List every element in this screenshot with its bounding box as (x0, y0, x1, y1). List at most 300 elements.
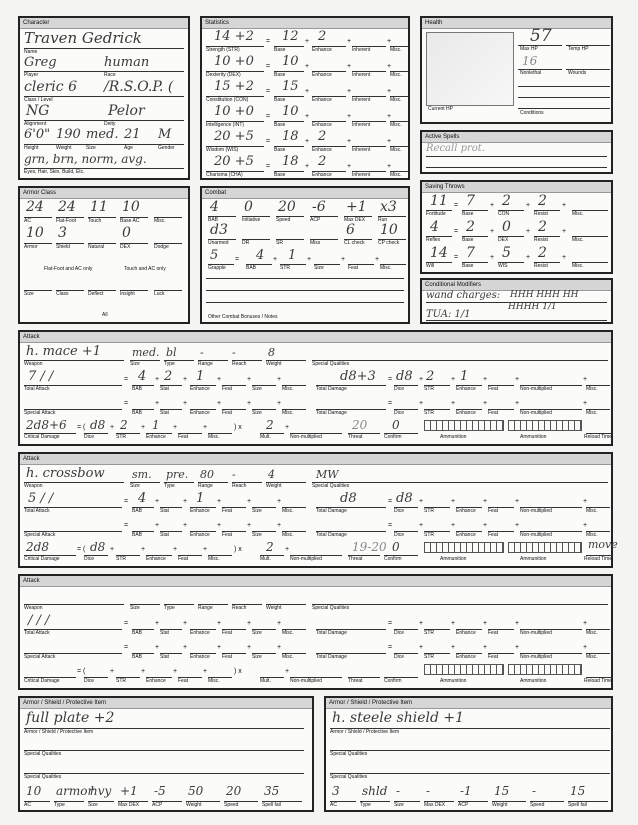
combat-secondary-label: DR (242, 240, 250, 246)
weapon-weight-value[interactable]: 4 (268, 468, 275, 481)
operator-symbol: + (277, 376, 282, 383)
armor-stat-value[interactable]: - (396, 784, 401, 798)
ac-component-value[interactable]: 10 (26, 225, 44, 241)
operator-symbol: + (247, 620, 252, 627)
gender-value[interactable]: M (158, 127, 172, 142)
stat-enhance-value[interactable]: 2 (318, 29, 327, 44)
operator-symbol: = (388, 620, 393, 627)
class-level-value[interactable]: cleric 6 (24, 79, 77, 95)
attack-field-label: Size (252, 410, 262, 416)
ac-label: Base AC (120, 218, 140, 224)
armor-item-name[interactable]: h. steele shield +1 (332, 710, 465, 726)
rule-line (330, 750, 610, 751)
operator-symbol: + (451, 620, 456, 627)
armor-stat-value[interactable]: -1 (460, 784, 472, 798)
stat-base-value[interactable]: 15 (282, 79, 299, 94)
operator-symbol: + (217, 522, 222, 529)
critical-damage-value[interactable]: 2d8 (26, 540, 49, 554)
attack-field-label: Misc. (586, 654, 598, 660)
operator-symbol: + (483, 498, 488, 505)
wand-charges-label[interactable]: wand charges: (426, 290, 501, 301)
operator-symbol: + (526, 254, 531, 261)
stat-col-label: Inherent (352, 97, 371, 103)
operator-symbol: + (562, 228, 567, 235)
stat-col-label: Base (274, 97, 286, 103)
attack-field-label: Enhance (146, 434, 166, 440)
attack-field-label: Enhance (190, 630, 210, 636)
attack-field-label: Special Qualities (312, 605, 350, 611)
ammunition-tracker[interactable] (424, 420, 504, 431)
damage-dice-value[interactable]: d8 (396, 491, 413, 506)
attack-field-label: STR (424, 654, 434, 660)
attack-field-label: Non-multiplied (520, 630, 552, 636)
attack-field-label: Misc. (208, 434, 220, 440)
critical-damage-value[interactable]: 2d8+6 (26, 418, 67, 432)
armor-stat-value[interactable]: 15 (570, 784, 586, 798)
operator-symbol: + (451, 522, 456, 529)
operator-symbol: = (124, 620, 129, 627)
operator-symbol: + (247, 400, 252, 407)
ac-modifier-label: Size (24, 291, 34, 297)
wand-charges-tally-2[interactable]: HHHH 1/1 (508, 302, 557, 312)
operator-symbol: + (141, 668, 146, 675)
weight-value[interactable]: 190 (56, 127, 81, 142)
operator-symbol: + (203, 668, 208, 675)
save-base-value[interactable]: 2 (466, 219, 475, 235)
attack-field-label: Feat (222, 654, 233, 660)
armor-stat-value[interactable]: 3 (332, 784, 340, 798)
combat-secondary-value[interactable]: 6 (346, 222, 355, 238)
deity-value[interactable]: Pelor (108, 103, 145, 119)
armor-stat-value[interactable]: +1 (120, 784, 138, 798)
operator-symbol: + (305, 163, 310, 170)
attack-field-label: Mult. (260, 556, 271, 562)
stat-score-value[interactable]: 14 +2 (214, 29, 254, 44)
stat-base-value[interactable]: 18 (282, 154, 299, 169)
save-resist-value[interactable]: 2 (538, 219, 547, 235)
health-portrait-area (426, 32, 514, 106)
operator-symbol: + (562, 254, 567, 261)
ac-value[interactable]: 11 (90, 199, 108, 215)
reload-label: Reload Time (584, 434, 613, 440)
weapon-name-value[interactable]: h. crossbow (26, 466, 105, 481)
operator-symbol: + (583, 498, 588, 505)
crit-mult-value[interactable]: 2 (266, 418, 274, 432)
statistics-section (200, 16, 410, 180)
stat-score-value[interactable]: 10 +0 (214, 54, 254, 69)
operator-symbol: + (203, 546, 208, 553)
armor-stat-value[interactable]: 20 (226, 784, 242, 798)
touch-note: Touch and AC only (124, 266, 166, 272)
armor-stat-label: ACP (458, 802, 469, 808)
attack-field-label: Feat (488, 630, 499, 636)
wounds-label: Wounds (568, 70, 587, 76)
crit-confirm-value[interactable]: 0 (392, 418, 400, 432)
save-resist-value[interactable]: 2 (538, 245, 547, 261)
weapon-reach-value[interactable]: - (232, 346, 236, 359)
attack-field-label: Total Attack (24, 386, 50, 392)
armor-item-label: Armor / Shield / Protective Item (330, 729, 400, 735)
stat-col-label: Enhance (312, 147, 332, 153)
attack-field-label: Stat (160, 654, 169, 660)
temp-hp-label: Temp HP (568, 46, 589, 52)
ammunition-tracker[interactable] (424, 542, 504, 553)
combat-value[interactable]: -6 (312, 199, 326, 215)
operator-symbol: = ( (77, 668, 86, 675)
armor-stat-value[interactable]: - (426, 784, 431, 798)
age-value[interactable]: 21 (124, 127, 141, 142)
attack-field-label: Non-multiplied (520, 410, 552, 416)
attack-field-label: Critical Damage (24, 556, 60, 562)
attack-enhance-value[interactable]: 1 (196, 369, 205, 384)
active-spell-value[interactable]: Recall prot. (426, 143, 485, 154)
armor-item-header: Armor / Shield / Protective Item (20, 698, 312, 709)
operator-symbol: + (387, 163, 392, 170)
attack-field-label: Stat (160, 630, 169, 636)
save-stat-value[interactable]: 2 (502, 193, 511, 209)
combat-value[interactable]: +1 (346, 199, 367, 215)
operator-symbol: + (583, 376, 588, 383)
total-attack-value[interactable]: 7 / / (28, 369, 54, 384)
height-value[interactable]: 6'0" (24, 127, 51, 142)
weight-label: Weight (56, 145, 72, 151)
stat-col-label: Base (274, 47, 286, 53)
operator-symbol: + (387, 88, 392, 95)
operator-symbol: = (454, 254, 459, 261)
attack-field-label: Type (164, 483, 175, 489)
total-damage-value[interactable]: d8+3 (340, 369, 376, 384)
attack-field-label: Dice (394, 532, 405, 538)
operator-symbol: + (217, 498, 222, 505)
operator-symbol: + (526, 202, 531, 209)
active-spells-header: Active Spells (422, 132, 611, 143)
save-label: Will (426, 263, 435, 269)
combat-value[interactable]: 20 (278, 199, 296, 215)
ammunition-tracker[interactable] (508, 664, 582, 675)
weapon-range-value[interactable]: 80 (200, 468, 214, 481)
stat-enhance-value[interactable]: 2 (318, 129, 327, 144)
stat-score-value[interactable]: 20 +5 (214, 129, 254, 144)
attack-enhance-value[interactable]: 1 (196, 491, 205, 506)
attack-field-label: Dice (394, 410, 405, 416)
weapon-weight-value[interactable]: 8 (268, 346, 275, 359)
operator-symbol: + (483, 620, 488, 627)
wand-charges-tally[interactable]: HHH HHH HH (510, 290, 579, 300)
stat-enhance-value[interactable]: 2 (318, 154, 327, 169)
ammunition-tracker[interactable] (508, 542, 582, 553)
total-attack-value[interactable]: / / / (28, 613, 50, 628)
attack-field-label: Feat (488, 508, 499, 514)
weapon-reach-value[interactable]: - (232, 468, 236, 481)
race-value[interactable]: human (104, 55, 150, 70)
save-total-value[interactable]: 11 (430, 193, 448, 209)
operator-symbol: + (285, 546, 290, 553)
combat-value[interactable]: 0 (244, 199, 253, 215)
operator-symbol: + (483, 400, 488, 407)
damage-dice-value[interactable]: d8 (396, 369, 413, 384)
attack-field-label: Enhance (190, 386, 210, 392)
combat-secondary-value[interactable]: d3 (210, 222, 228, 238)
eyes-hair-label: Eyes, Hair, Skin, Build, Etc. (24, 169, 85, 175)
operator-symbol: + (419, 498, 424, 505)
attack-field-label: Special Qualities (312, 361, 350, 367)
stat-base-value[interactable]: 10 (282, 104, 299, 119)
operator-symbol: + (277, 644, 282, 651)
ac-component-value[interactable]: 3 (58, 225, 67, 241)
armor-special-label: Special Qualities (330, 751, 368, 757)
operator-symbol: = (388, 644, 393, 651)
attack-field-label: BAB (132, 532, 143, 538)
active-spells-section (420, 130, 613, 174)
save-total-value[interactable]: 4 (430, 219, 439, 235)
armor-stat-value[interactable]: 50 (188, 784, 204, 798)
stat-label: Constitution (CON) (206, 97, 249, 103)
stat-base-value[interactable]: 18 (282, 129, 299, 144)
armor-stat-label: Type (54, 802, 65, 808)
armor-stat-value[interactable]: 35 (264, 784, 280, 798)
weapon-special-value[interactable]: MW (316, 468, 339, 481)
operator-symbol: ) x (234, 424, 242, 431)
operator-symbol: + (387, 63, 392, 70)
ammunition-label: Ammunition (520, 434, 547, 440)
crit-dice-value[interactable]: d8 (90, 540, 106, 554)
operator-symbol: = (266, 163, 271, 170)
crit-confirm-value[interactable]: 0 (392, 540, 400, 554)
ac-label: Touch (88, 218, 102, 224)
crit-str-value[interactable]: 2 (120, 418, 128, 432)
armor-stat-label: Spell fail (262, 802, 281, 808)
operator-symbol: = (454, 228, 459, 235)
attack-bab-value[interactable]: 4 (138, 491, 147, 506)
ac-component-label: Dodge (154, 244, 169, 250)
grapple-str-value[interactable]: 1 (288, 248, 297, 263)
operator-symbol: + (562, 202, 567, 209)
operator-symbol: + (451, 498, 456, 505)
attack-bab-value[interactable]: 4 (138, 369, 147, 384)
ac-modifier-label: Deflect (88, 291, 104, 297)
attack-field-label: Size (252, 654, 262, 660)
stat-col-label: Misc. (390, 72, 402, 78)
stat-base-value[interactable]: 12 (282, 29, 299, 44)
flat-foot-note: Flat-Foot and AC only (44, 266, 93, 272)
operator-symbol: + (183, 376, 188, 383)
operator-symbol: + (110, 546, 115, 553)
ac-value[interactable]: 10 (122, 199, 140, 215)
ac-modifier-label: Class (56, 291, 69, 297)
rule-line (312, 360, 608, 361)
crit-threat-value[interactable]: 19-20 (352, 540, 387, 554)
stat-col-label: Enhance (312, 97, 332, 103)
operator-symbol: + (515, 498, 520, 505)
total-damage-value[interactable]: d8 (340, 491, 357, 506)
stat-label: Intelligence (INT) (206, 122, 245, 128)
operator-symbol: + (419, 376, 424, 383)
stat-base-value[interactable]: 10 (282, 54, 299, 69)
attack-field-label: Special Attack (24, 410, 56, 416)
save-misc-label: Misc. (572, 237, 584, 243)
operator-symbol: + (203, 424, 208, 431)
combat-value[interactable]: 4 (210, 199, 219, 215)
operator-symbol: + (515, 376, 520, 383)
save-stat-value[interactable]: 5 (502, 245, 511, 261)
ac-component-value[interactable]: 0 (122, 225, 131, 241)
operator-symbol: + (583, 620, 588, 627)
attack-field-label: Enhance (456, 630, 476, 636)
attack-field-label: Range (198, 605, 213, 611)
stat-label: Dexterity (DEX) (206, 72, 241, 78)
combat-secondary-label: CL check (344, 240, 365, 246)
crit-threat-value[interactable]: 20 (352, 418, 368, 432)
operator-symbol: = ( (77, 424, 86, 431)
grapple-col-label: Grapple (208, 265, 226, 271)
nonlethal-value[interactable]: 16 (522, 54, 538, 68)
attack-field-label: Weight (266, 483, 282, 489)
armor-stat-value[interactable]: 15 (494, 784, 510, 798)
attack-field-label: Enhance (456, 532, 476, 538)
eyes-hair-value[interactable]: grn, brn, norm, avg. (24, 152, 147, 166)
combat-value[interactable]: x3 (380, 199, 397, 215)
max-hp-value[interactable]: 57 (530, 26, 552, 46)
size-value[interactable]: med. (86, 127, 119, 142)
attack-section (18, 330, 613, 446)
armor-stat-value[interactable]: armor (56, 784, 94, 798)
player-value[interactable]: Greg (24, 55, 57, 70)
armor-stat-value[interactable]: 10 (26, 784, 42, 798)
save-base-value[interactable]: 7 (466, 245, 475, 261)
attack-field-label: BAB (132, 630, 143, 636)
attack-field-label: Feat (222, 508, 233, 514)
alignment-value[interactable]: NG (26, 103, 50, 119)
weapon-range-value[interactable]: - (200, 346, 204, 359)
attack-field-label: BAB (132, 386, 143, 392)
save-base-value[interactable]: 7 (466, 193, 475, 209)
ac-value[interactable]: 24 (58, 199, 76, 215)
combat-label: BAB (208, 217, 219, 223)
operator-symbol: + (217, 620, 222, 627)
tua-value[interactable]: TUA: 1/1 (426, 309, 471, 320)
operator-symbol: ) x (234, 668, 242, 675)
armor-stat-label: Max DEX (424, 802, 446, 808)
operator-symbol: + (305, 38, 310, 45)
weapon-name-value[interactable]: h. mace +1 (26, 344, 101, 359)
damage-str-value[interactable]: 2 (426, 369, 435, 384)
operator-symbol: + (451, 376, 456, 383)
attack-field-label: Enhance (190, 508, 210, 514)
save-stat-value[interactable]: 0 (502, 219, 511, 235)
armor-stat-value[interactable]: -5 (154, 784, 166, 798)
ac-component-label: Armor (24, 244, 38, 250)
operator-symbol: + (515, 400, 520, 407)
health-header: Health (422, 18, 611, 29)
stat-score-value[interactable]: 20 +5 (214, 154, 254, 169)
attack-field-label: Total Damage (316, 386, 347, 392)
name-value[interactable]: Traven Gedrick (24, 29, 142, 47)
total-attack-value[interactable]: 5 / / (28, 491, 54, 506)
ammunition-label: Ammunition (520, 556, 547, 562)
ammunition-tracker[interactable] (424, 664, 504, 675)
operator-symbol: + (387, 113, 392, 120)
class-level-label: Class / Level (24, 97, 53, 103)
attack-field-label: Feat (222, 532, 233, 538)
operator-symbol: + (173, 668, 178, 675)
armor-stat-value[interactable]: shld (362, 784, 388, 798)
operator-symbol: = (266, 113, 271, 120)
attack-field-label: Enhance (456, 654, 476, 660)
combat-label: Speed (276, 217, 291, 223)
operator-symbol: = (124, 522, 129, 529)
stat-col-label: Enhance (312, 47, 332, 53)
crit-enhance-value[interactable]: 1 (152, 418, 160, 432)
stat-score-value[interactable]: 10 +0 (214, 104, 254, 119)
operator-symbol: + (483, 376, 488, 383)
weapon-type-value[interactable]: bl (166, 346, 177, 359)
weapon-size-value[interactable]: sm. (132, 468, 152, 481)
rule-line (24, 750, 304, 751)
operator-symbol: + (217, 400, 222, 407)
combat-label: ACP (310, 217, 321, 223)
stat-col-label: Misc. (390, 97, 402, 103)
attack-field-label: Special Attack (24, 654, 56, 660)
class-level-extra[interactable]: /R.S.O.P. ( (104, 79, 174, 95)
attack-section (18, 452, 618, 568)
combat-secondary-label: SR (276, 240, 283, 246)
crit-dice-value[interactable]: d8 (90, 418, 106, 432)
save-stat-label: CON (498, 211, 510, 217)
operator-symbol: + (419, 644, 424, 651)
operator-symbol: ) x (234, 546, 242, 553)
crit-mult-value[interactable]: 2 (266, 540, 274, 554)
rule-line (312, 604, 608, 605)
armor-stat-label: Max DEX (118, 802, 140, 808)
attack-stat-value[interactable]: 2 (164, 369, 173, 384)
weapon-type-value[interactable]: pre. (166, 468, 189, 481)
gender-label: Gender (158, 145, 175, 151)
age-label: Age (124, 145, 133, 151)
attack-field-label: Mult. (260, 678, 271, 684)
combat-secondary-value[interactable]: 10 (380, 222, 398, 238)
weapon-size-value[interactable]: med. (132, 346, 160, 359)
save-misc-label: Misc. (572, 211, 584, 217)
attack-field-label: Enhance (190, 410, 210, 416)
attack-field-label: Misc. (208, 556, 220, 562)
attack-field-label: Total Attack (24, 630, 50, 636)
ammunition-tracker[interactable] (508, 420, 582, 431)
attack-field-label: Feat (178, 434, 189, 440)
operator-symbol: + (419, 400, 424, 407)
operator-symbol: + (155, 376, 160, 383)
attack-field-label: Size (252, 630, 262, 636)
attack-field-label: Size (130, 361, 140, 367)
stat-col-label: Enhance (312, 72, 332, 78)
grapple-value[interactable]: 5 (210, 248, 219, 263)
damage-enhance-value[interactable]: 1 (460, 369, 469, 384)
save-resist-value[interactable]: 2 (538, 193, 547, 209)
attack-field-label: Feat (222, 410, 233, 416)
attack-field-label: Range (198, 361, 213, 367)
armor-stat-value[interactable]: hvy (90, 784, 112, 798)
ac-value[interactable]: 24 (26, 199, 44, 215)
stat-score-value[interactable]: 15 +2 (214, 79, 254, 94)
attack-field-label: Stat (160, 532, 169, 538)
armor-stat-value[interactable]: - (532, 784, 537, 798)
operator-symbol: + (273, 256, 278, 263)
armor-item-name[interactable]: full plate +2 (26, 710, 115, 726)
reload-value[interactable]: move (588, 538, 618, 551)
attack-field-label: Enhance (456, 386, 476, 392)
grapple-bab-value[interactable]: 4 (256, 248, 265, 263)
stat-col-label: Base (274, 72, 286, 78)
save-total-value[interactable]: 14 (430, 245, 448, 261)
